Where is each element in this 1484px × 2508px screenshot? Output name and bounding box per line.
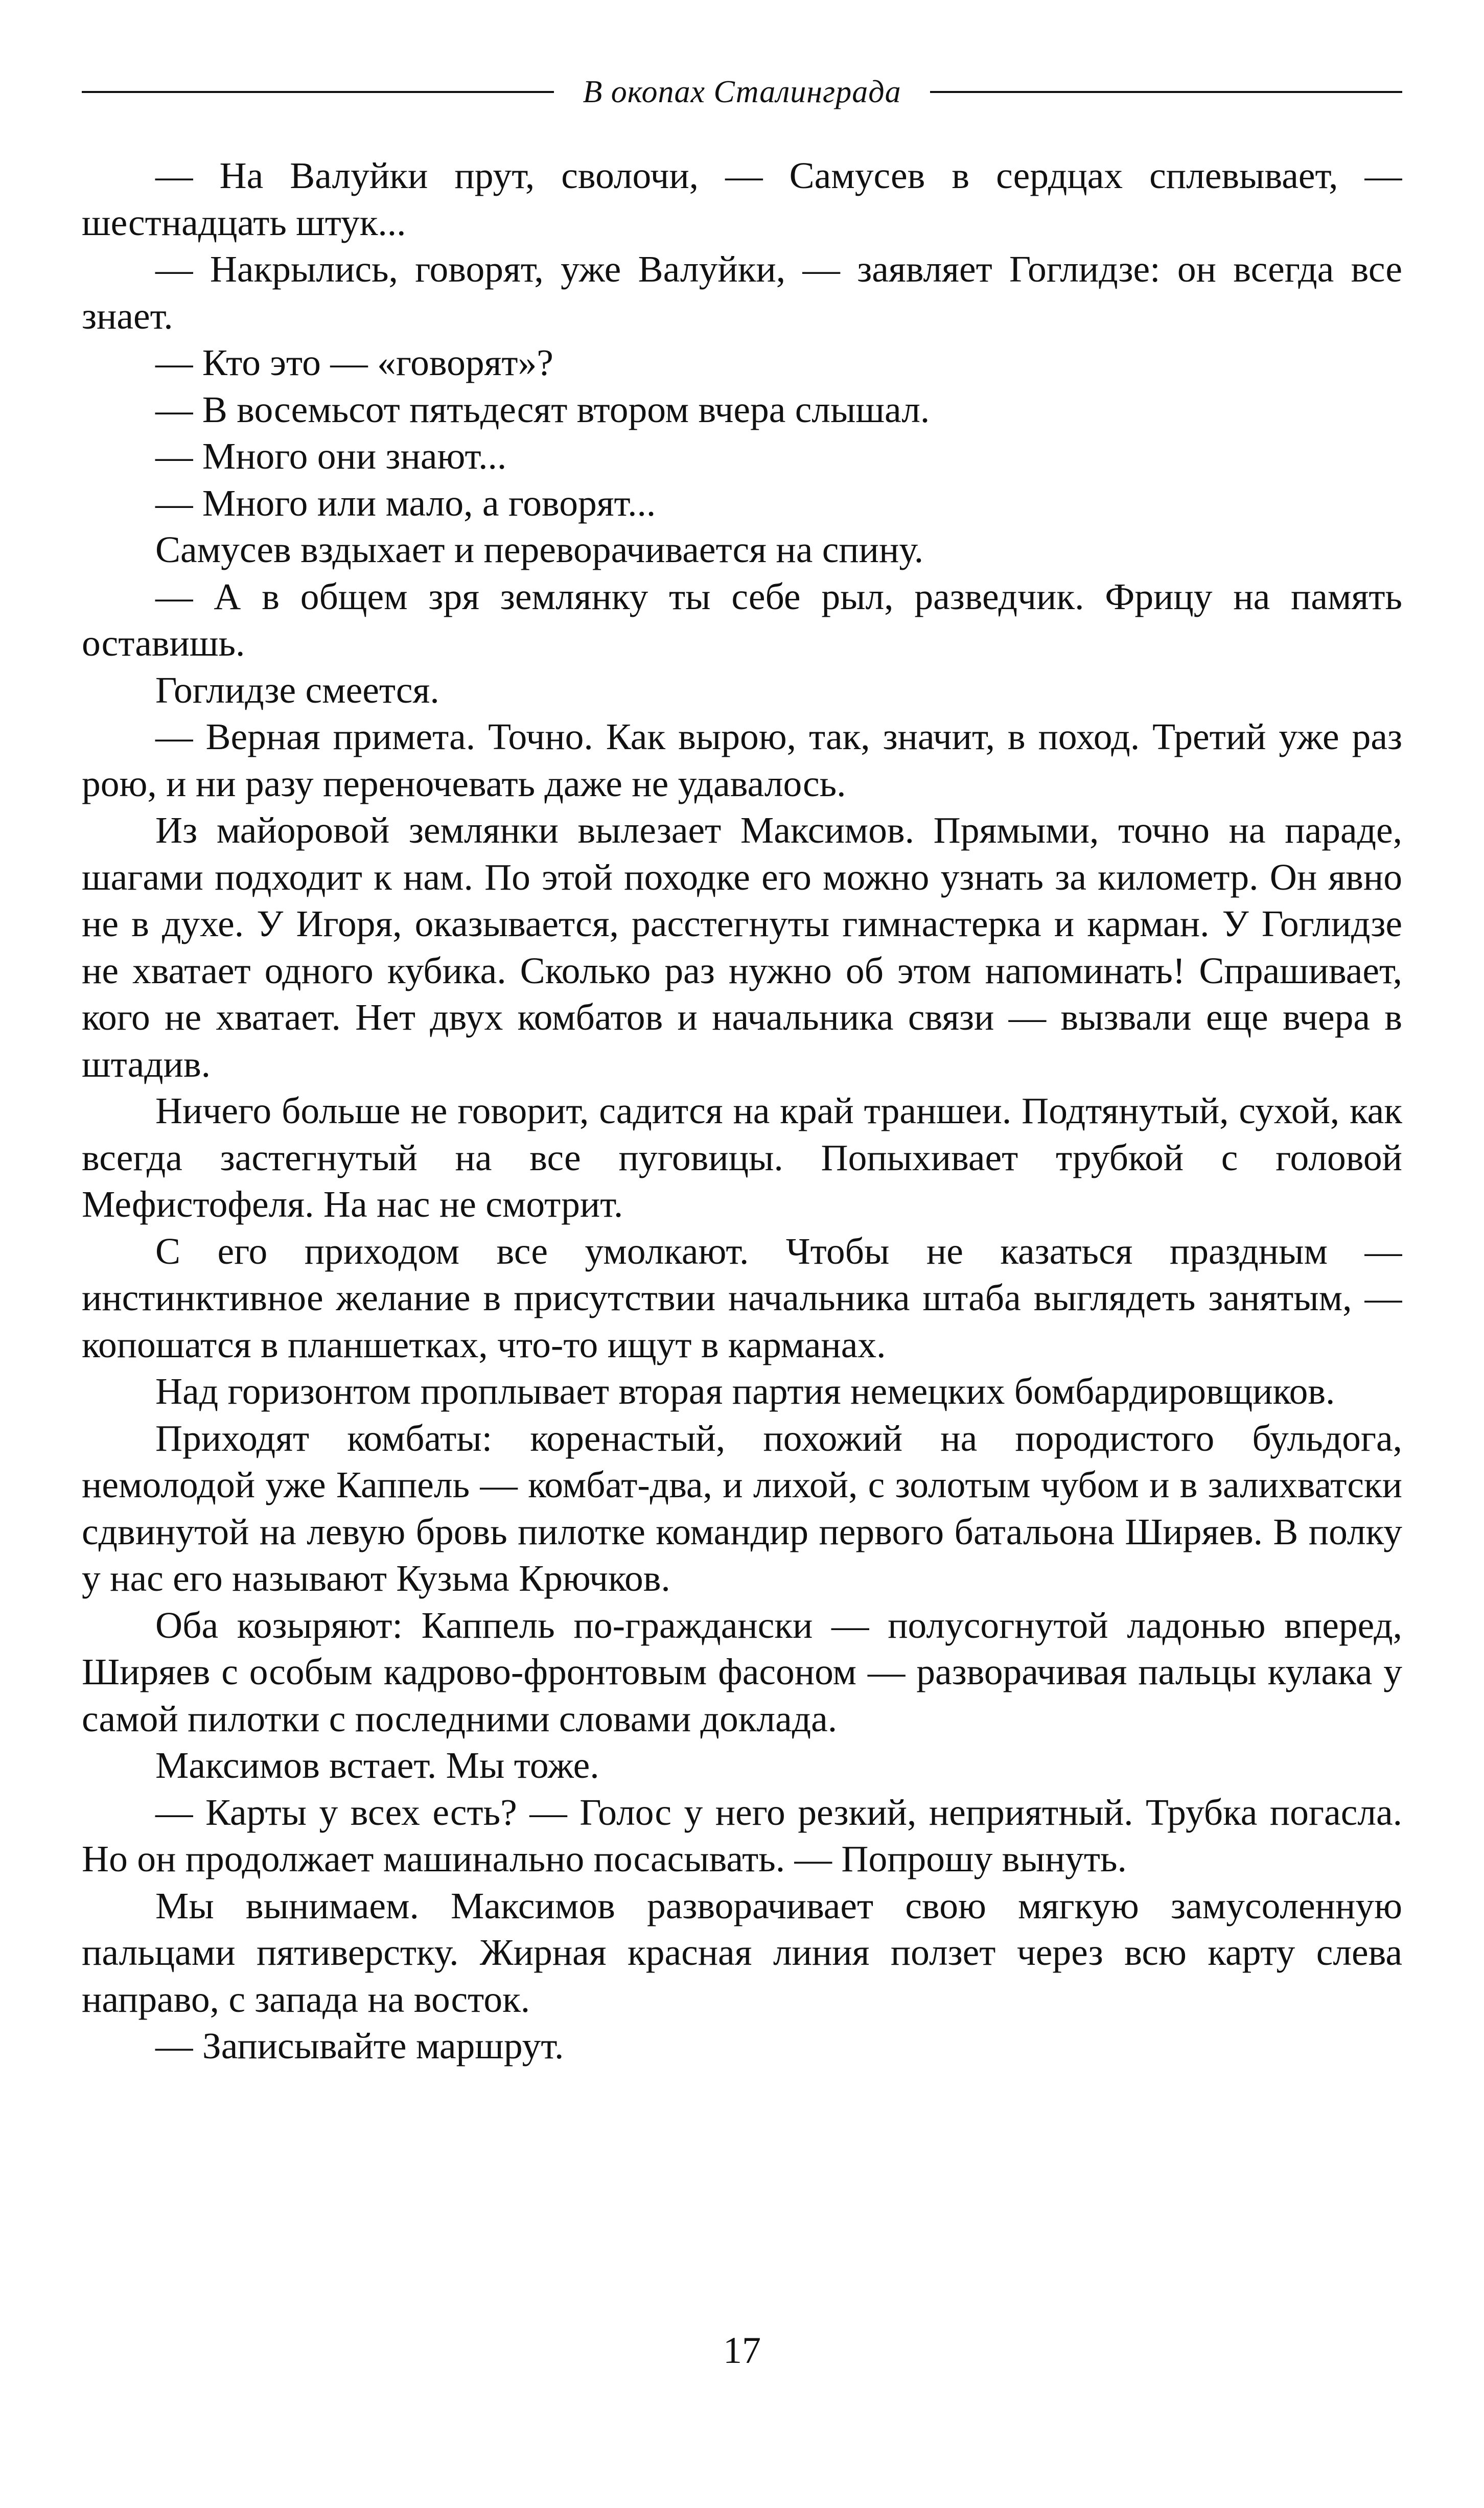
body-text: [82, 152, 1402, 2334]
paragraph: Над горизонтом проплывает вторая партия немецких бомбардировщиков.: [155, 1371, 1335, 1412]
paragraph: Из майоровой землянки вылезает Максимов. Прямыми, точно на параде, шагами подходит к нам. По этой походке его можно узнать за километр. Он явно не в духе. У Игоря, оказывается, расстегнуты гимнастерка и карман. У Гоглидзе не хватает одного кубика. Сколько раз нужно об этом напоминать! Спрашивает, кого не хватает. Нет двух комбатов и начальника связи — вызвали еще вчера в штадив.: [82, 809, 1402, 1085]
paragraph: Максимов встает. Мы тоже.: [155, 1745, 599, 1786]
paragraph: — Много или мало, а говорят...: [155, 482, 656, 524]
paragraph: Ничего больше не говорит, садится на край траншеи. Подтянутый, сухой, как всегда застегнутый на все пуговицы. Попыхивает трубкой с головой Мефистофеля. На нас не смотрит.: [82, 1090, 1402, 1225]
paragraph: Гоглидзе смеется.: [155, 669, 439, 711]
paragraph: С его приходом все умолкают. Чтобы не казаться праздным — инстинктивное желание в присутствии начальника штаба выглядеть занятым, — копошатся в планшетках, что-то ищут в карманах.: [82, 1230, 1402, 1365]
paragraph: Оба козыряют: Каппель по-граждански — полусогнутой ладонью вперед, Ширяев с особым кадрово-фронтовым фасоном — разворачивая пальцы кулака у самой пилотки с последними словами доклада.: [82, 1604, 1402, 1739]
paragraph: — А в общем зря землянку ты себе рыл, разведчик. Фрицу на память оставишь.: [82, 575, 1402, 664]
paragraph: Приходят комбаты: коренастый, похожий на породистого бульдога, немолодой уже Каппель — комбат-два, и лихой, с золотым чубом и в залихватски сдвинутой на левую бровь пилотке командир первого батальона Ширяев. В полку у нас его называют Кузьма Крючков.: [82, 1417, 1402, 1599]
paragraph: Самусев вздыхает и переворачивается на спину.: [155, 529, 924, 570]
page-number: 17: [723, 2330, 761, 2372]
running-header: [82, 72, 1402, 112]
paragraph: — На Валуйки прут, сволочи, — Самусев в сердцах сплевывает, — шестнадцать штук...: [82, 155, 1402, 243]
paragraph: — Записывайте маршрут.: [155, 2025, 564, 2066]
paragraph: — Накрылись, говорят, уже Валуйки, — заявляет Гоглидзе: он всегда все знает.: [82, 248, 1402, 337]
header-rule-left: [82, 91, 554, 93]
running-header-title: В окопах Сталинграда: [583, 74, 901, 109]
paragraph: — Карты у всех есть? — Голос у него резкий, неприятный. Трубка погасла. Но он продолжает машинально посасывать. — Попрошу вынуть.: [82, 1791, 1402, 1879]
paragraph: — Верная примета. Точно. Как вырою, так, значит, в поход. Третий уже раз рою, и ни разу переночевать даже не удавалось.: [82, 716, 1402, 804]
paragraph: Мы вынимаем. Максимов разворачивает свою мягкую замусоленную пальцами пятиверстку. Жирная красная линия ползет через всю карту слева направо, с запада на восток.: [82, 1885, 1402, 2020]
paragraph: — Много они знают...: [155, 435, 507, 477]
header-rule-right: [930, 91, 1402, 93]
paragraph: — В восемьсот пятьдесят втором вчера слышал.: [155, 388, 930, 430]
paragraph: — Кто это — «говорят»?: [155, 342, 553, 383]
